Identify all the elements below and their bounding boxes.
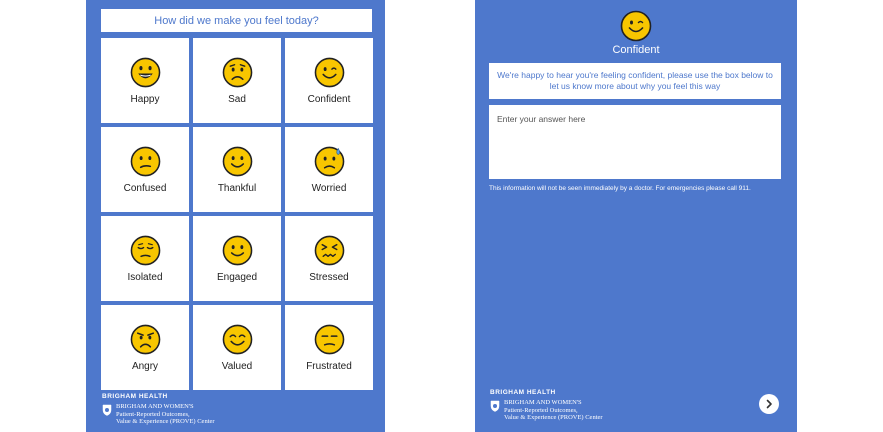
- emotion-worried-button[interactable]: [285, 127, 373, 212]
- confused-face-icon: [130, 146, 161, 177]
- brand-line: BRIGHAM AND WOMEN'S: [116, 403, 194, 410]
- answer-input[interactable]: [489, 105, 781, 179]
- shield-icon: [102, 404, 112, 416]
- confident-face-icon: [620, 10, 652, 42]
- emotion-label: Worried: [311, 183, 347, 194]
- feedback-message: We're happy to hear you're feeling confident, please use the box below to let us know more about why you feel this way: [489, 63, 781, 99]
- emotion-label: Engaged: [216, 272, 258, 283]
- worried-face-icon: [314, 146, 345, 177]
- selected-emotion-title: Confident: [612, 44, 660, 56]
- question-heading: How did we make you feel today?: [101, 9, 372, 32]
- confident-face-icon: [314, 57, 345, 88]
- thankful-face-icon: [222, 146, 253, 177]
- emotion-label: Happy: [130, 94, 160, 105]
- feelings-panel: [86, 0, 385, 432]
- emotion-label: Frustrated: [306, 361, 352, 372]
- emotion-label: Stressed: [309, 272, 349, 283]
- emotion-label: Isolated: [127, 272, 163, 283]
- next-button[interactable]: [759, 394, 779, 414]
- brand-line: Patient-Reported Outcomes,: [504, 406, 578, 414]
- emotion-label: Thankful: [217, 183, 257, 194]
- emotion-label: Sad: [228, 94, 246, 105]
- valued-face-icon: [222, 324, 253, 355]
- emotion-happy-button[interactable]: [101, 38, 189, 123]
- emotion-label: Confused: [123, 183, 167, 194]
- emotion-angry-button[interactable]: [101, 305, 189, 390]
- emotion-sad-button[interactable]: [193, 38, 281, 123]
- brand-line: Patient-Reported Outcomes,: [116, 410, 190, 418]
- emotion-isolated-button[interactable]: [101, 216, 189, 301]
- brand-logo: [102, 393, 215, 426]
- emotion-label: Confident: [307, 94, 351, 105]
- brand-line: Value & Experience (PROVE) Center: [116, 418, 215, 425]
- emotion-frustrated-button[interactable]: [285, 305, 373, 390]
- brand-title: BRIGHAM HEALTH: [102, 393, 168, 400]
- brand-logo: [490, 389, 603, 422]
- emotion-grid: [101, 38, 373, 385]
- angry-face-icon: [130, 324, 161, 355]
- frustrated-face-icon: [314, 324, 345, 355]
- happy-face-icon: [130, 57, 161, 88]
- isolated-face-icon: [130, 235, 161, 266]
- feedback-panel: [475, 0, 797, 432]
- emotion-engaged-button[interactable]: [193, 216, 281, 301]
- emotion-label: Valued: [221, 361, 253, 372]
- emotion-confused-button[interactable]: [101, 127, 189, 212]
- disclaimer-text: This information will not be seen immediately by a doctor. For emergencies please call 911.: [489, 185, 751, 192]
- engaged-face-icon: [222, 235, 253, 266]
- emotion-thankful-button[interactable]: [193, 127, 281, 212]
- emotion-confident-button[interactable]: [285, 38, 373, 123]
- brand-title: BRIGHAM HEALTH: [490, 389, 556, 396]
- brand-line: Value & Experience (PROVE) Center: [504, 414, 603, 421]
- emotion-valued-button[interactable]: [193, 305, 281, 390]
- emotion-label: Angry: [131, 361, 159, 372]
- emotion-stressed-button[interactable]: [285, 216, 373, 301]
- shield-icon: [490, 400, 500, 412]
- stressed-face-icon: [314, 235, 345, 266]
- brand-line: BRIGHAM AND WOMEN'S: [504, 399, 582, 406]
- chevron-right-icon: [764, 399, 774, 409]
- sad-face-icon: [222, 57, 253, 88]
